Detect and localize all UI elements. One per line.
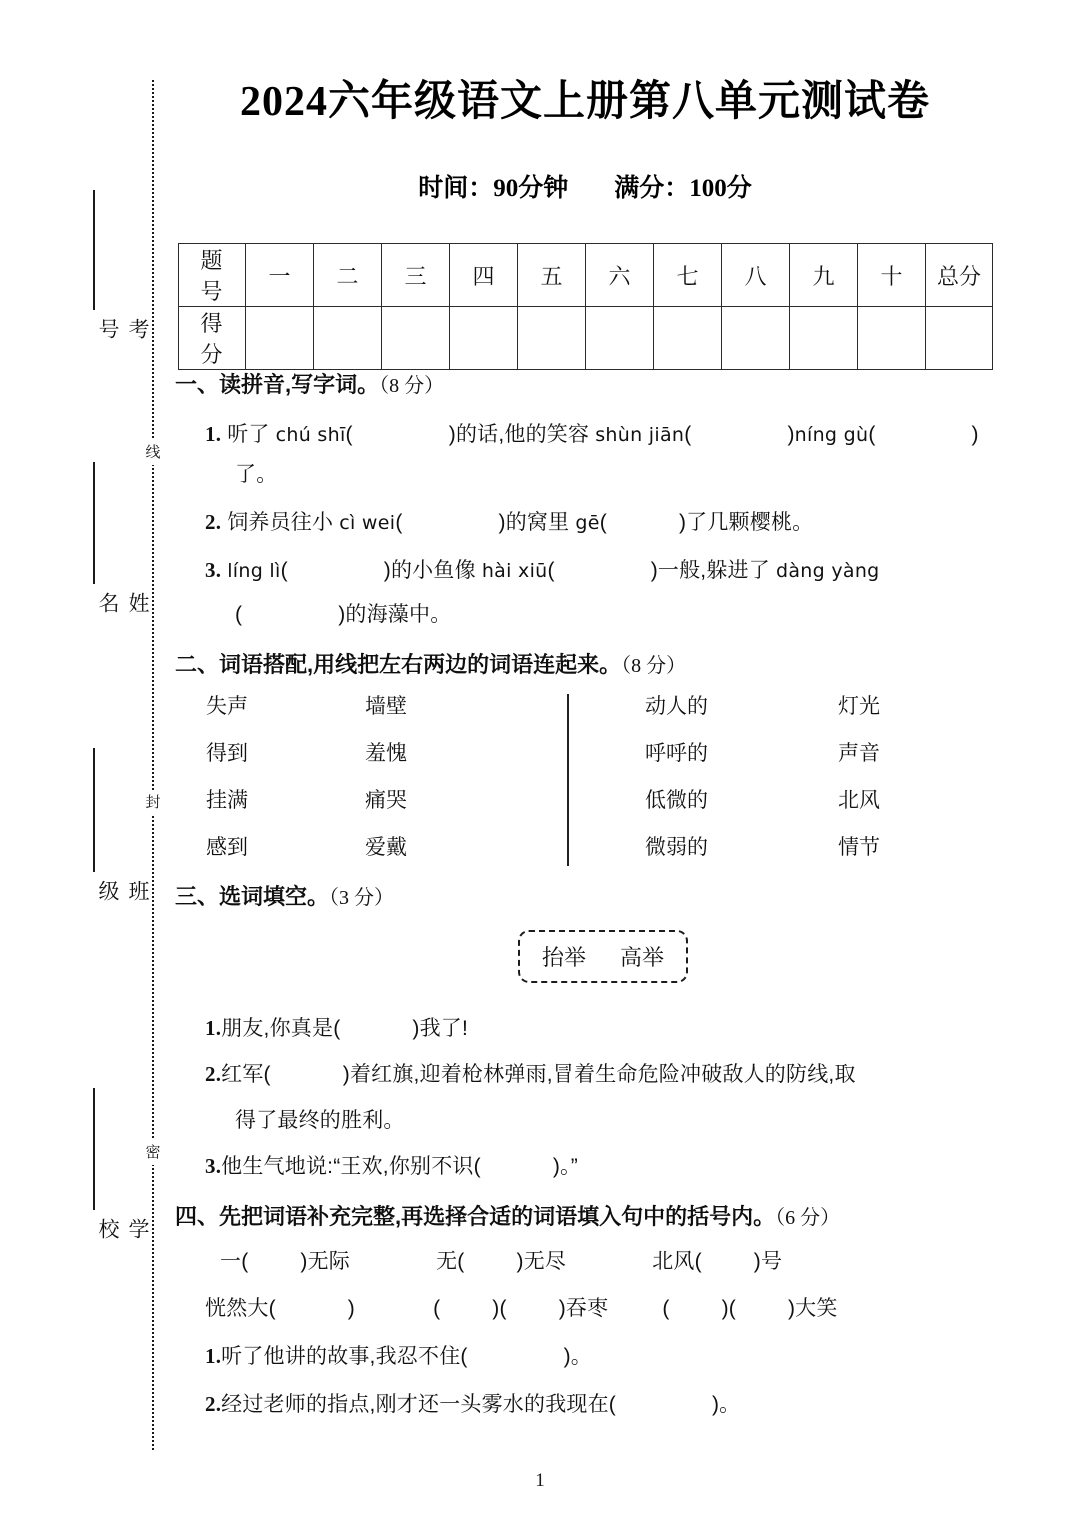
word-bank-box	[518, 930, 688, 983]
score-cell-6[interactable]	[586, 307, 654, 370]
idiom-prefix: 无(	[436, 1250, 465, 1273]
item-text-b: 的话,他的笑容	[455, 423, 590, 446]
idiom-suffix: )吞枣	[558, 1297, 609, 1320]
question-3-2-continuation: 得了最终的胜利。	[235, 1109, 405, 1132]
item-text: 听了	[227, 423, 270, 446]
question-3-1	[205, 1012, 468, 1042]
match-right-a-0[interactable]: 动人的	[645, 695, 708, 718]
question-1-1-continuation: 了。	[235, 463, 278, 486]
item-text-b: )着红旗,迎着枪林弹雨,冒着生命危险冲破敌人的防线,取	[342, 1063, 856, 1086]
seal-margin	[0, 0, 175, 1527]
idiom-1	[220, 1250, 350, 1273]
section-3-title: 三、选词填空。	[175, 884, 330, 909]
table-row-question-numbers	[179, 244, 993, 307]
seal-dotted-line	[152, 80, 154, 1450]
score-cell-5[interactable]	[518, 307, 586, 370]
score-cell-total[interactable]	[926, 307, 993, 370]
idiom-mid: )(	[721, 1297, 736, 1320]
idiom-prefix: (	[662, 1297, 670, 1320]
item-text: 的小鱼像	[390, 559, 476, 582]
score-cell-1[interactable]	[246, 307, 314, 370]
match-left-b-0[interactable]: 墙壁	[365, 695, 407, 718]
word-bank-option-2[interactable]: 高举	[620, 945, 665, 970]
item-text: 听了他讲的故事,我忍不住(	[221, 1345, 468, 1368]
item-text: 朋友,你真是(	[221, 1017, 341, 1040]
pinyin-chushi: chú shī	[275, 424, 346, 446]
row-header-score: 得 分	[179, 307, 246, 370]
item-text: 饲养员往小	[227, 511, 334, 534]
idiom-mid: )(	[492, 1297, 507, 1320]
match-left-a-0[interactable]: 失声	[206, 695, 248, 718]
idiom-4	[205, 1297, 355, 1320]
score-cell-7[interactable]	[654, 307, 722, 370]
idiom-suffix: )号	[753, 1250, 783, 1273]
idiom-suffix: )无尽	[516, 1250, 567, 1273]
item-text-b: )。	[563, 1345, 592, 1368]
item-number: 3.	[205, 558, 222, 582]
col-1: 一	[246, 244, 314, 307]
item-text: 红军(	[221, 1063, 271, 1086]
total-score: 满分：100分	[614, 175, 752, 202]
section-heading-2	[175, 648, 686, 679]
idiom-prefix: 一(	[220, 1250, 249, 1273]
field-label-name: 姓名	[96, 592, 149, 617]
item-text-b: 一般,躲进了	[657, 559, 770, 582]
pinyin-ge: gē	[575, 512, 600, 534]
col-2: 二	[314, 244, 382, 307]
match-left-b-2[interactable]: 痛哭	[365, 789, 407, 812]
idiom-prefix: (	[433, 1297, 441, 1320]
col-4: 四	[450, 244, 518, 307]
idiom-3	[652, 1250, 782, 1273]
score-cell-8[interactable]	[722, 307, 790, 370]
write-rule	[93, 190, 95, 310]
match-right-b-0[interactable]: 灯光	[838, 695, 880, 718]
idiom-suffix: )无际	[300, 1250, 350, 1273]
time-limit: 时间：90分钟	[418, 175, 569, 202]
item-text: 他生气地说:“王欢,你别不识(	[221, 1155, 481, 1178]
score-cell-3[interactable]	[382, 307, 450, 370]
question-1-3-continuation: ( )的海藻中。	[235, 603, 452, 626]
matching-exercise	[175, 690, 1045, 872]
field-label-school: 学校	[96, 1218, 149, 1243]
page-title: 2024六年级语文上册第八单元测试卷	[239, 79, 930, 125]
question-1-2: 2. 饲养员往小 cì wei( )的窝里 gē( )了几颗樱桃。	[205, 510, 814, 534]
table-row-scores	[179, 307, 993, 370]
match-right-a-2[interactable]: 低微的	[645, 789, 708, 812]
section-1-title: 一、读拼音,写字词。	[175, 372, 380, 397]
item-number: 1.	[205, 1016, 222, 1040]
pinyin-haixiu: hài xiū	[481, 560, 548, 582]
write-rule	[93, 748, 95, 872]
continuation-text: 的海藻中。	[345, 603, 452, 626]
idiom-prefix: 北风(	[652, 1250, 702, 1273]
seal-char-seal: 封	[140, 790, 166, 815]
matching-divider	[567, 694, 569, 866]
col-8: 八	[722, 244, 790, 307]
item-text-b: )。	[711, 1393, 741, 1416]
col-9: 九	[790, 244, 858, 307]
item-number: 2.	[205, 1392, 222, 1416]
match-left-b-3[interactable]: 爱戴	[365, 836, 407, 859]
score-cell-4[interactable]	[450, 307, 518, 370]
col-10: 十	[858, 244, 926, 307]
match-right-b-3[interactable]: 情节	[838, 836, 880, 859]
question-3-2	[205, 1058, 856, 1088]
question-3-3	[205, 1150, 578, 1180]
seal-char-line: 线	[140, 440, 166, 465]
section-heading-3	[175, 880, 394, 911]
question-1-1: 1. 听了 chú shī( )的话,他的笑容 shùn jiān( )níng gù( )	[205, 422, 979, 446]
col-6: 六	[586, 244, 654, 307]
section-heading-1	[175, 368, 444, 399]
item-text-c: 了几颗樱桃。	[686, 511, 814, 534]
write-rule	[93, 462, 95, 584]
section-3-points: （3 分）	[329, 887, 395, 909]
idiom-5	[433, 1297, 608, 1320]
match-left-a-1[interactable]: 得到	[206, 742, 248, 765]
idiom-suffix: )大笑	[787, 1297, 838, 1320]
word-bank-option-1[interactable]: 抬举	[542, 945, 587, 970]
pinyin-shunjian: shùn jiān	[595, 424, 685, 446]
match-left-a-2[interactable]: 挂满	[206, 789, 248, 812]
row-header-question: 题 号	[179, 244, 246, 307]
item-number: 3.	[205, 1154, 222, 1178]
section-heading-4	[175, 1200, 840, 1231]
item-number: 2.	[205, 510, 222, 534]
match-right-a-3[interactable]: 微弱的	[645, 836, 708, 859]
write-rule	[93, 1088, 95, 1210]
exam-sheet	[175, 0, 1080, 1527]
section-4-title: 四、先把词语补充完整,再选择合适的词语填入句中的括号内。	[175, 1204, 776, 1229]
section-2-points: （8 分）	[621, 655, 687, 677]
question-4-1	[205, 1340, 592, 1370]
item-number: 2.	[205, 1062, 222, 1086]
score-table	[178, 243, 993, 370]
section-2-title: 二、词语搭配,用线把左右两边的词语连起来。	[175, 652, 622, 677]
score-cell-9[interactable]	[790, 307, 858, 370]
field-label-class: 班级	[96, 880, 149, 905]
exam-meta	[175, 168, 995, 204]
item-number: 1.	[205, 1344, 222, 1368]
pinyin-ciwei: cì wei	[339, 512, 396, 534]
idiom-6	[662, 1297, 837, 1320]
section-4-points: （6 分）	[775, 1207, 841, 1229]
pinyin-dangyang: dàng yàng	[776, 560, 880, 582]
col-total: 总分	[926, 244, 993, 307]
idiom-2	[436, 1250, 566, 1273]
item-text-b: )。”	[552, 1155, 578, 1178]
question-1-3: 3. líng lì( )的小鱼像 hài xiū( )一般,躲进了 dàng yàng	[205, 558, 880, 582]
field-label-exam-number: 考号	[96, 318, 149, 343]
idiom-suffix: )	[347, 1297, 355, 1320]
match-left-a-3[interactable]: 感到	[206, 836, 248, 859]
item-number: 1.	[205, 422, 222, 446]
col-3: 三	[382, 244, 450, 307]
match-right-b-1[interactable]: 声音	[838, 742, 880, 765]
match-right-a-1[interactable]: 呼呼的	[645, 742, 708, 765]
section-1-points: （8 分）	[379, 375, 445, 397]
match-left-b-1[interactable]: 羞愧	[365, 742, 407, 765]
score-cell-10[interactable]	[858, 307, 926, 370]
item-text: 经过老师的指点,刚才还一头雾水的我现在(	[221, 1393, 616, 1416]
idiom-row-1	[220, 1245, 782, 1275]
page-number: 1	[535, 1470, 545, 1491]
seal-char-secret: 密	[140, 1140, 166, 1165]
question-4-2	[205, 1388, 740, 1418]
idiom-row-2	[205, 1292, 838, 1322]
match-right-b-2[interactable]: 北风	[838, 789, 880, 812]
col-5: 五	[518, 244, 586, 307]
idiom-prefix: 恍然大(	[205, 1297, 276, 1320]
item-text-b: 的窝里	[505, 511, 570, 534]
col-7: 七	[654, 244, 722, 307]
item-text-b: )我了!	[412, 1017, 469, 1040]
pinyin-lingli: líng lì	[227, 560, 281, 582]
pinyin-ninggu: níng gù	[794, 424, 869, 446]
score-cell-2[interactable]	[314, 307, 382, 370]
